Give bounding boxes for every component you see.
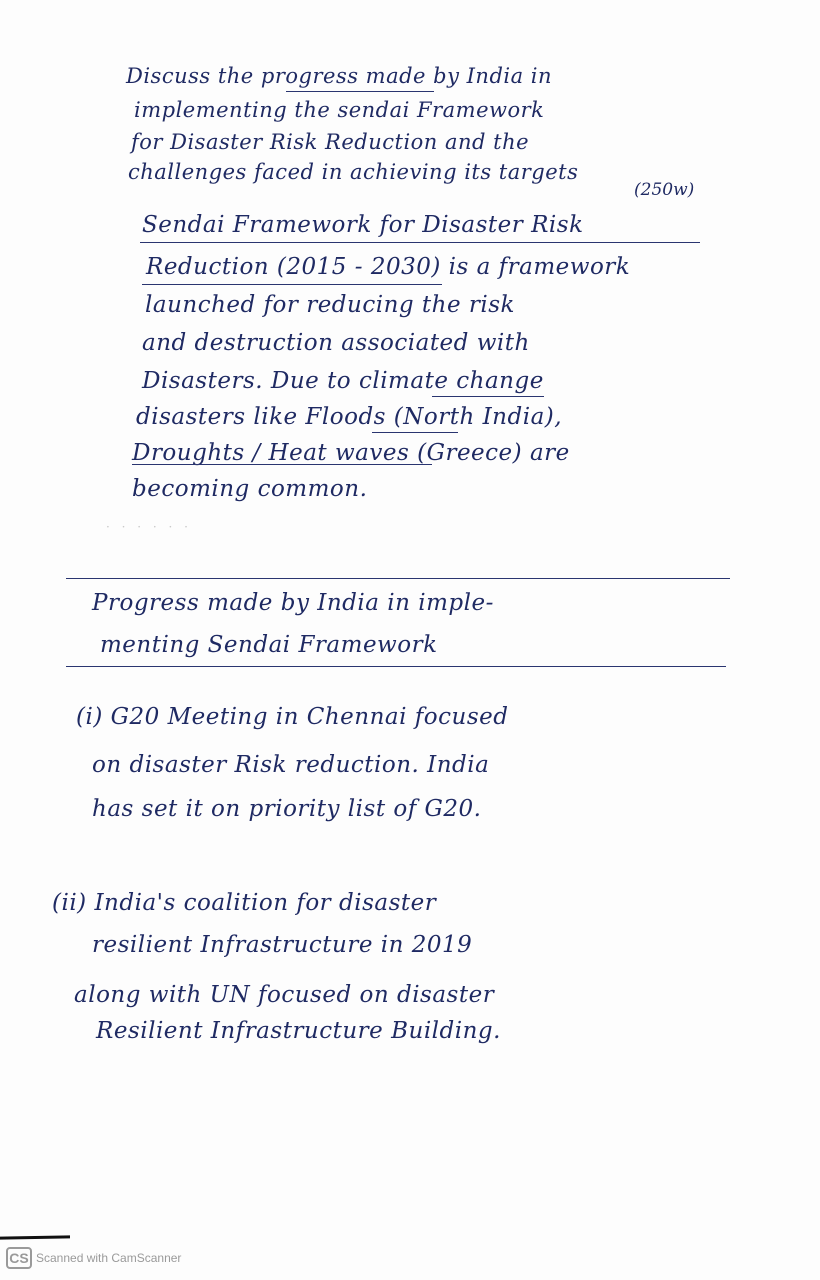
heading-rule-top bbox=[66, 578, 730, 579]
intro-line-4: and destruction associated with bbox=[142, 330, 530, 356]
intro-line-8: becoming common. bbox=[132, 476, 368, 502]
point-1-line-1: (i) G20 Meeting in Chennai focused bbox=[76, 704, 509, 730]
point-2-line-1: (ii) India's coalition for disaster bbox=[52, 890, 437, 916]
underline-progress bbox=[286, 91, 434, 92]
intro-line-2: Reduction (2015 - 2030) is a framework bbox=[146, 254, 631, 280]
intro-line-1: Sendai Framework for Disaster Risk bbox=[142, 212, 584, 238]
point-2-line-3: along with UN focused on disaster bbox=[74, 982, 495, 1008]
intro-line-7: Droughts / Heat waves (Greece) are bbox=[132, 440, 570, 466]
point-1-line-3: has set it on priority list of G20. bbox=[92, 796, 482, 822]
underline-climate bbox=[432, 396, 544, 397]
question-line-3: for Disaster Risk Reduction and the bbox=[131, 130, 530, 154]
question-line-4: challenges faced in achieving its targets bbox=[128, 160, 579, 184]
intro-line-5: Disasters. Due to climate change bbox=[142, 368, 544, 394]
question-line-2: implementing the sendai Framework bbox=[134, 98, 545, 122]
point-2-line-2: resilient Infrastructure in 2019 bbox=[92, 932, 473, 958]
heading-line-2: menting Sendai Framework bbox=[100, 632, 438, 658]
question-line-1: Discuss the progress made by India in bbox=[126, 64, 553, 88]
word-limit: (250w) bbox=[634, 180, 695, 200]
camscanner-watermark bbox=[6, 1246, 181, 1270]
camscanner-logo-icon: CS bbox=[6, 1247, 32, 1269]
scan-speckle: · · · · · · bbox=[106, 520, 192, 534]
underline-intro-1 bbox=[140, 242, 700, 243]
point-2-line-4: Resilient Infrastructure Building. bbox=[96, 1018, 501, 1044]
heading-line-1: Progress made by India in imple- bbox=[92, 590, 494, 616]
scan-edge-mark bbox=[0, 1235, 70, 1239]
underline-floods bbox=[372, 432, 458, 433]
underline-droughts bbox=[132, 464, 432, 465]
intro-line-3: launched for reducing the risk bbox=[145, 292, 515, 318]
camscanner-text: Scanned with CamScanner bbox=[36, 1251, 182, 1265]
intro-line-6: disasters like Floods (North India), bbox=[136, 404, 563, 430]
underline-intro-2 bbox=[142, 284, 442, 285]
heading-rule-bottom bbox=[66, 666, 726, 667]
point-1-line-2: on disaster Risk reduction. India bbox=[92, 752, 490, 778]
